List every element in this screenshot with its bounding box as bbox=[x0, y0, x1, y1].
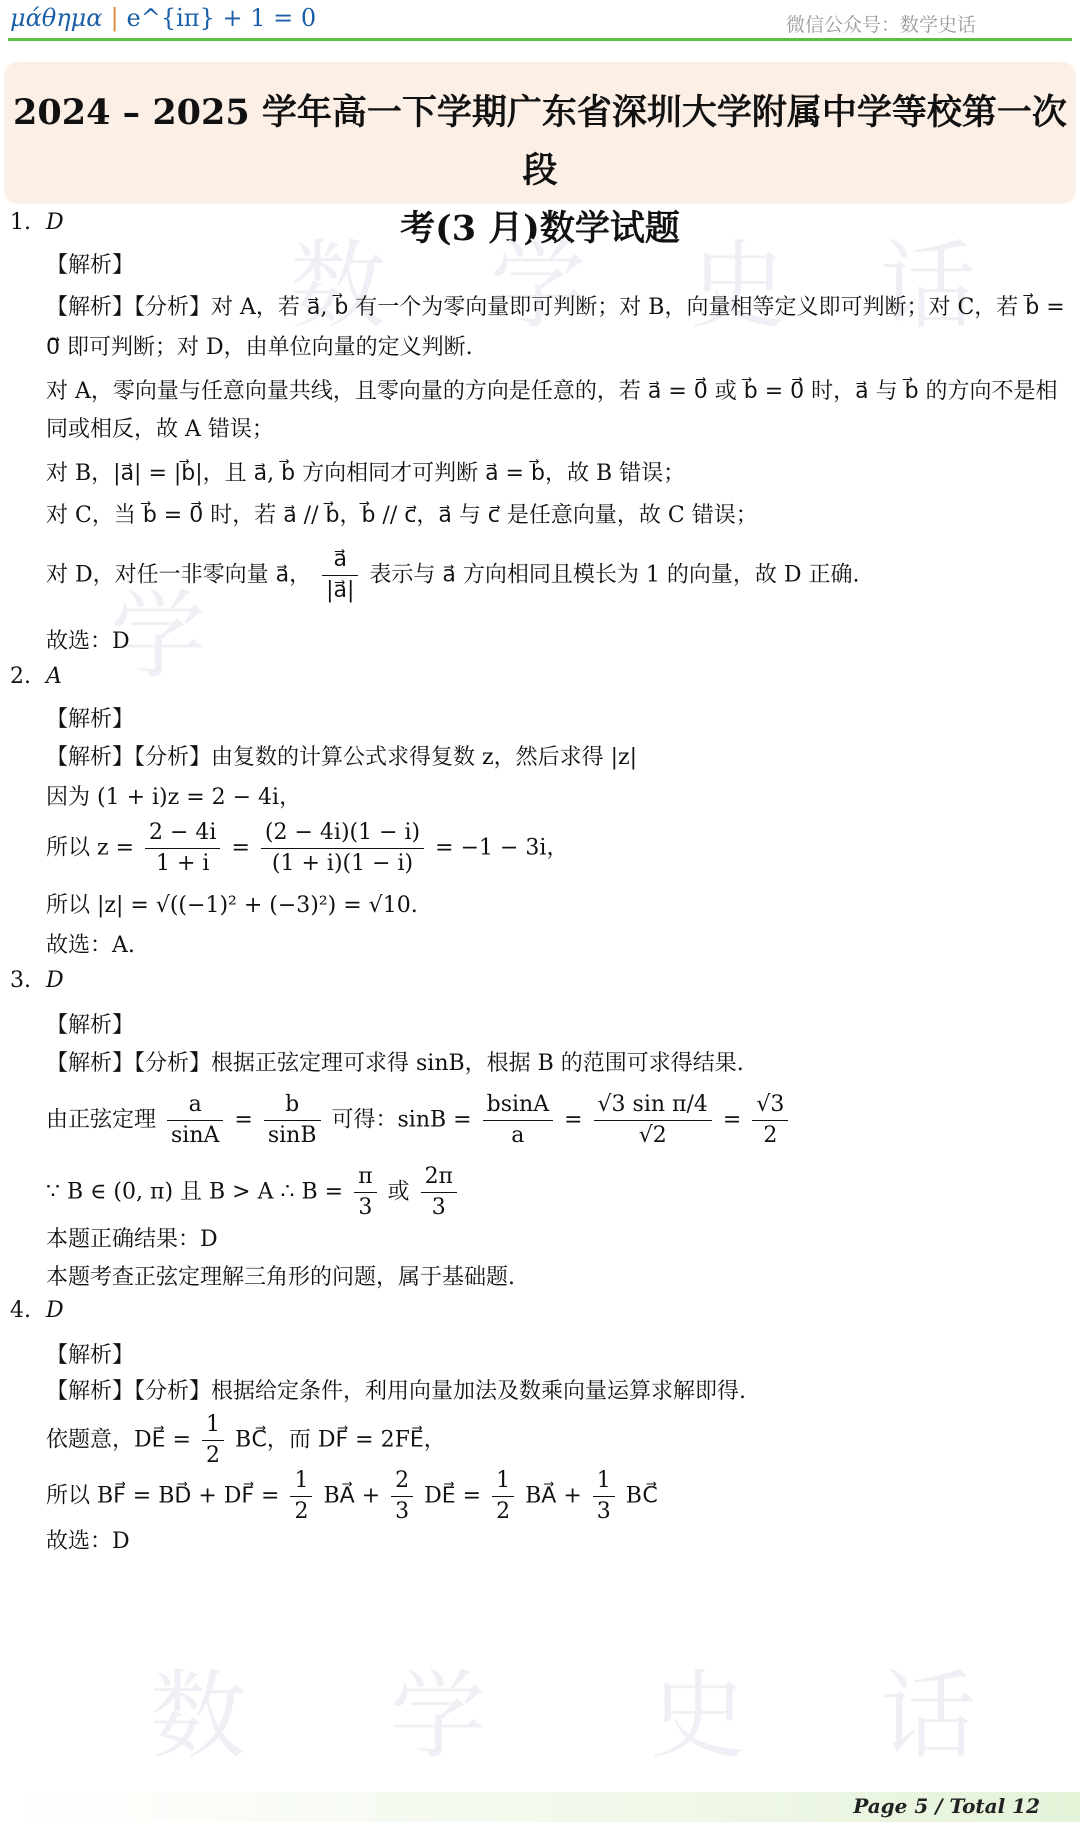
wechat-account: 微信公众号：数学史话 bbox=[785, 14, 976, 36]
answer-value: D bbox=[46, 1298, 64, 1323]
text-segment: BA⃗ + bbox=[323, 1483, 381, 1509]
text-line bbox=[46, 1466, 658, 1527]
text-segment: = −1 − 3i， bbox=[435, 835, 569, 861]
text-segment: 表示与 a⃗ 方向相同且模长为 1 的向量，故 D 正确. bbox=[369, 562, 860, 588]
numerator: 2π bbox=[421, 1162, 457, 1193]
fraction bbox=[167, 1090, 223, 1151]
analysis-tag: 【解析】 bbox=[46, 1343, 135, 1368]
text-line: 【解析】【分析】对 A，若 a⃗, b⃗ 有一个为零向量即可判断；对 B，向量相等定义即可判断；对 C，若 b⃗ = bbox=[46, 295, 1065, 320]
analysis-tag: 【解析】 bbox=[46, 253, 135, 278]
denominator: 3 bbox=[596, 1499, 611, 1524]
watermark-char: 学 bbox=[110, 580, 206, 692]
text-line bbox=[46, 1410, 446, 1471]
fraction bbox=[145, 818, 220, 879]
denominator: √2 bbox=[638, 1123, 667, 1148]
text-line: 【解析】【分析】根据正弦定理可求得 sinB，根据 B 的范围可求得结果. bbox=[46, 1051, 744, 1076]
denominator: 3 bbox=[431, 1195, 446, 1220]
question-number: 4. bbox=[10, 1298, 31, 1323]
text-line: 故选：D bbox=[46, 629, 130, 654]
question-answer bbox=[46, 664, 62, 689]
denominator: 2 bbox=[763, 1123, 778, 1148]
denominator: a bbox=[511, 1123, 525, 1148]
text-segment: 所以 BF⃗ = BD⃗ + DF⃗ = bbox=[46, 1483, 280, 1509]
question-number: 1. bbox=[10, 210, 31, 235]
fraction bbox=[752, 1090, 788, 1151]
text-segment: 依题意，DE⃗ = bbox=[46, 1427, 191, 1453]
text-segment: 或 bbox=[387, 1179, 410, 1205]
text-line: 【解析】【分析】由复数的计算公式求得复数 z，然后求得 |z| bbox=[46, 745, 637, 770]
numerator: π bbox=[354, 1162, 376, 1193]
text-line: 本题考查正弦定理解三角形的问题，属于基础题. bbox=[46, 1265, 515, 1290]
page-header bbox=[0, 0, 1080, 42]
numerator: (2 − 4i)(1 − i) bbox=[261, 818, 424, 849]
watermark-char: 史 bbox=[650, 1660, 746, 1772]
watermark-char: 史 bbox=[690, 230, 786, 342]
denominator: sinB bbox=[267, 1123, 317, 1148]
watermark-char: 话 bbox=[880, 230, 976, 342]
denominator: sinA bbox=[171, 1123, 220, 1148]
text-segment: DE⃗ = bbox=[424, 1483, 482, 1509]
logo-text: μάθημα bbox=[10, 4, 103, 32]
text-segment: 可得：sinB = bbox=[331, 1107, 472, 1133]
answer-value: D bbox=[46, 968, 64, 993]
text-segment: 对 D，对任一非零向量 a⃗， bbox=[46, 562, 312, 588]
fraction bbox=[483, 1090, 553, 1151]
text-line: 因为 (1 + i)z = 2 − 4i， bbox=[46, 785, 302, 810]
fraction bbox=[290, 1466, 312, 1527]
denominator: 1 + i bbox=[156, 851, 210, 876]
text-line: 由正弦定理 $\frac{a}{\sin A}$ = $\frac{b}{\sin B}$ 可得：sinB = $\frac{bsinA}{a}$ = $\frac{\text{√3 sin π/4}}{√2}$ = $\frac{√3}{2}$ bbox=[46, 1090, 792, 1151]
numerator: √3 sin π/4 bbox=[594, 1090, 712, 1121]
title-line-2: 考(3 月)数学试题 bbox=[400, 208, 680, 249]
denominator: 3 bbox=[358, 1195, 373, 1220]
text-segment: BC⃗，而 DF⃗ = 2FE⃗， bbox=[234, 1427, 446, 1453]
text-line: 同或相反，故 A 错误； bbox=[46, 417, 274, 442]
answer-value: A bbox=[46, 664, 62, 689]
text-line: 0⃗ 即可判断；对 D，由单位向量的定义判断. bbox=[46, 335, 473, 360]
text-segment: BC⃗ bbox=[625, 1483, 658, 1509]
numerator: 2 bbox=[391, 1466, 413, 1497]
numerator: a bbox=[167, 1090, 223, 1121]
numerator: 1 bbox=[290, 1466, 312, 1497]
numerator: a⃗ bbox=[322, 545, 358, 576]
title-line-1: 2024 – 2025 学年高一下学期广东省深圳大学附属中学等校第一次段 bbox=[13, 92, 1067, 191]
text-segment: 由正弦定理 bbox=[46, 1107, 157, 1133]
watermark-char: 话 bbox=[880, 1660, 976, 1772]
numerator: bsinA bbox=[483, 1090, 553, 1121]
text-line: 故选：D bbox=[46, 1529, 130, 1554]
text-segment: 所以 z = bbox=[46, 835, 135, 861]
denominator: (1 + i)(1 − i) bbox=[271, 851, 414, 876]
text-line bbox=[46, 1162, 461, 1223]
text-line bbox=[46, 545, 860, 606]
fraction bbox=[593, 1466, 615, 1527]
denominator: 3 bbox=[395, 1499, 410, 1524]
fraction bbox=[391, 1466, 413, 1527]
denominator: 2 bbox=[496, 1499, 511, 1524]
euler-formula: e^{iπ} + 1 = 0 bbox=[126, 4, 317, 32]
denominator: |a⃗| bbox=[326, 578, 355, 603]
numerator: 1 bbox=[593, 1466, 615, 1497]
numerator: 2 − 4i bbox=[145, 818, 220, 849]
logo-separator: | bbox=[110, 4, 119, 32]
numerator: √3 bbox=[752, 1090, 788, 1121]
question-answer bbox=[46, 968, 64, 993]
text-line: 对 B，|a⃗| = |b⃗|，且 a⃗, b⃗ 方向相同才可判断 a⃗ = b⃗，故 B 错误； bbox=[46, 461, 686, 486]
text-line: 本题正确结果：D bbox=[46, 1227, 218, 1252]
numerator: b bbox=[264, 1090, 321, 1121]
answer-value: D bbox=[46, 210, 64, 235]
fraction bbox=[354, 1162, 376, 1223]
text-line: 故选：A. bbox=[46, 933, 135, 958]
text-segment: ∵ B ∈ (0, π) 且 B > A ∴ B = bbox=[46, 1179, 344, 1205]
denominator: 2 bbox=[294, 1499, 309, 1524]
analysis-tag: 【解析】 bbox=[46, 707, 135, 732]
denominator: 2 bbox=[205, 1443, 220, 1468]
header-divider bbox=[8, 38, 1072, 41]
page-footer bbox=[0, 1792, 1080, 1822]
fraction bbox=[492, 1466, 514, 1527]
fraction bbox=[421, 1162, 457, 1223]
analysis-tag: 【解析】 bbox=[46, 1013, 135, 1038]
numerator: 1 bbox=[202, 1410, 224, 1441]
logo bbox=[10, 4, 316, 32]
text-line: 所以 |z| = √((−1)² + (−3)²) = √10. bbox=[46, 893, 418, 918]
question-number: 2. bbox=[10, 664, 31, 689]
question-number: 3. bbox=[10, 968, 31, 993]
watermark-char: 学 bbox=[390, 1660, 486, 1772]
watermark-char: 数 bbox=[290, 230, 386, 342]
fraction bbox=[322, 545, 358, 606]
numerator: 1 bbox=[492, 1466, 514, 1497]
title-banner bbox=[4, 62, 1076, 249]
watermark-char: 数 bbox=[150, 1660, 246, 1772]
fraction bbox=[261, 818, 424, 879]
text-segment: BA⃗ + bbox=[525, 1483, 582, 1509]
text-line: 【解析】【分析】根据给定条件，利用向量加法及数乘向量运算求解即得. bbox=[46, 1379, 746, 1404]
question-answer bbox=[46, 210, 64, 235]
fraction bbox=[202, 1410, 224, 1471]
fraction bbox=[264, 1090, 321, 1151]
fraction bbox=[594, 1090, 712, 1151]
question-answer bbox=[46, 1298, 64, 1323]
text-line: 对 C，当 b⃗ = 0⃗ 时，若 a⃗ // b⃗，b⃗ // c⃗，a⃗ 与 c⃗ 是任意向量，故 C 错误； bbox=[46, 503, 758, 528]
text-line: 对 A，零向量与任意向量共线，且零向量的方向是任意的，若 a⃗ = 0⃗ 或 b⃗ = 0⃗ 时，a⃗ 与 b⃗ 的方向不是相 bbox=[46, 379, 1058, 404]
page-indicator: Page 5 / Total 12 bbox=[853, 1794, 1040, 1818]
text-line: 所以 z = $\frac{2 - 4i}{1 + i}$ = $\frac{(2 - 4i)(1 - i)}{(1 + i)(1 - i)}$ = −1 − 3i， bbox=[46, 818, 568, 879]
watermark-char: 学 bbox=[490, 230, 586, 342]
